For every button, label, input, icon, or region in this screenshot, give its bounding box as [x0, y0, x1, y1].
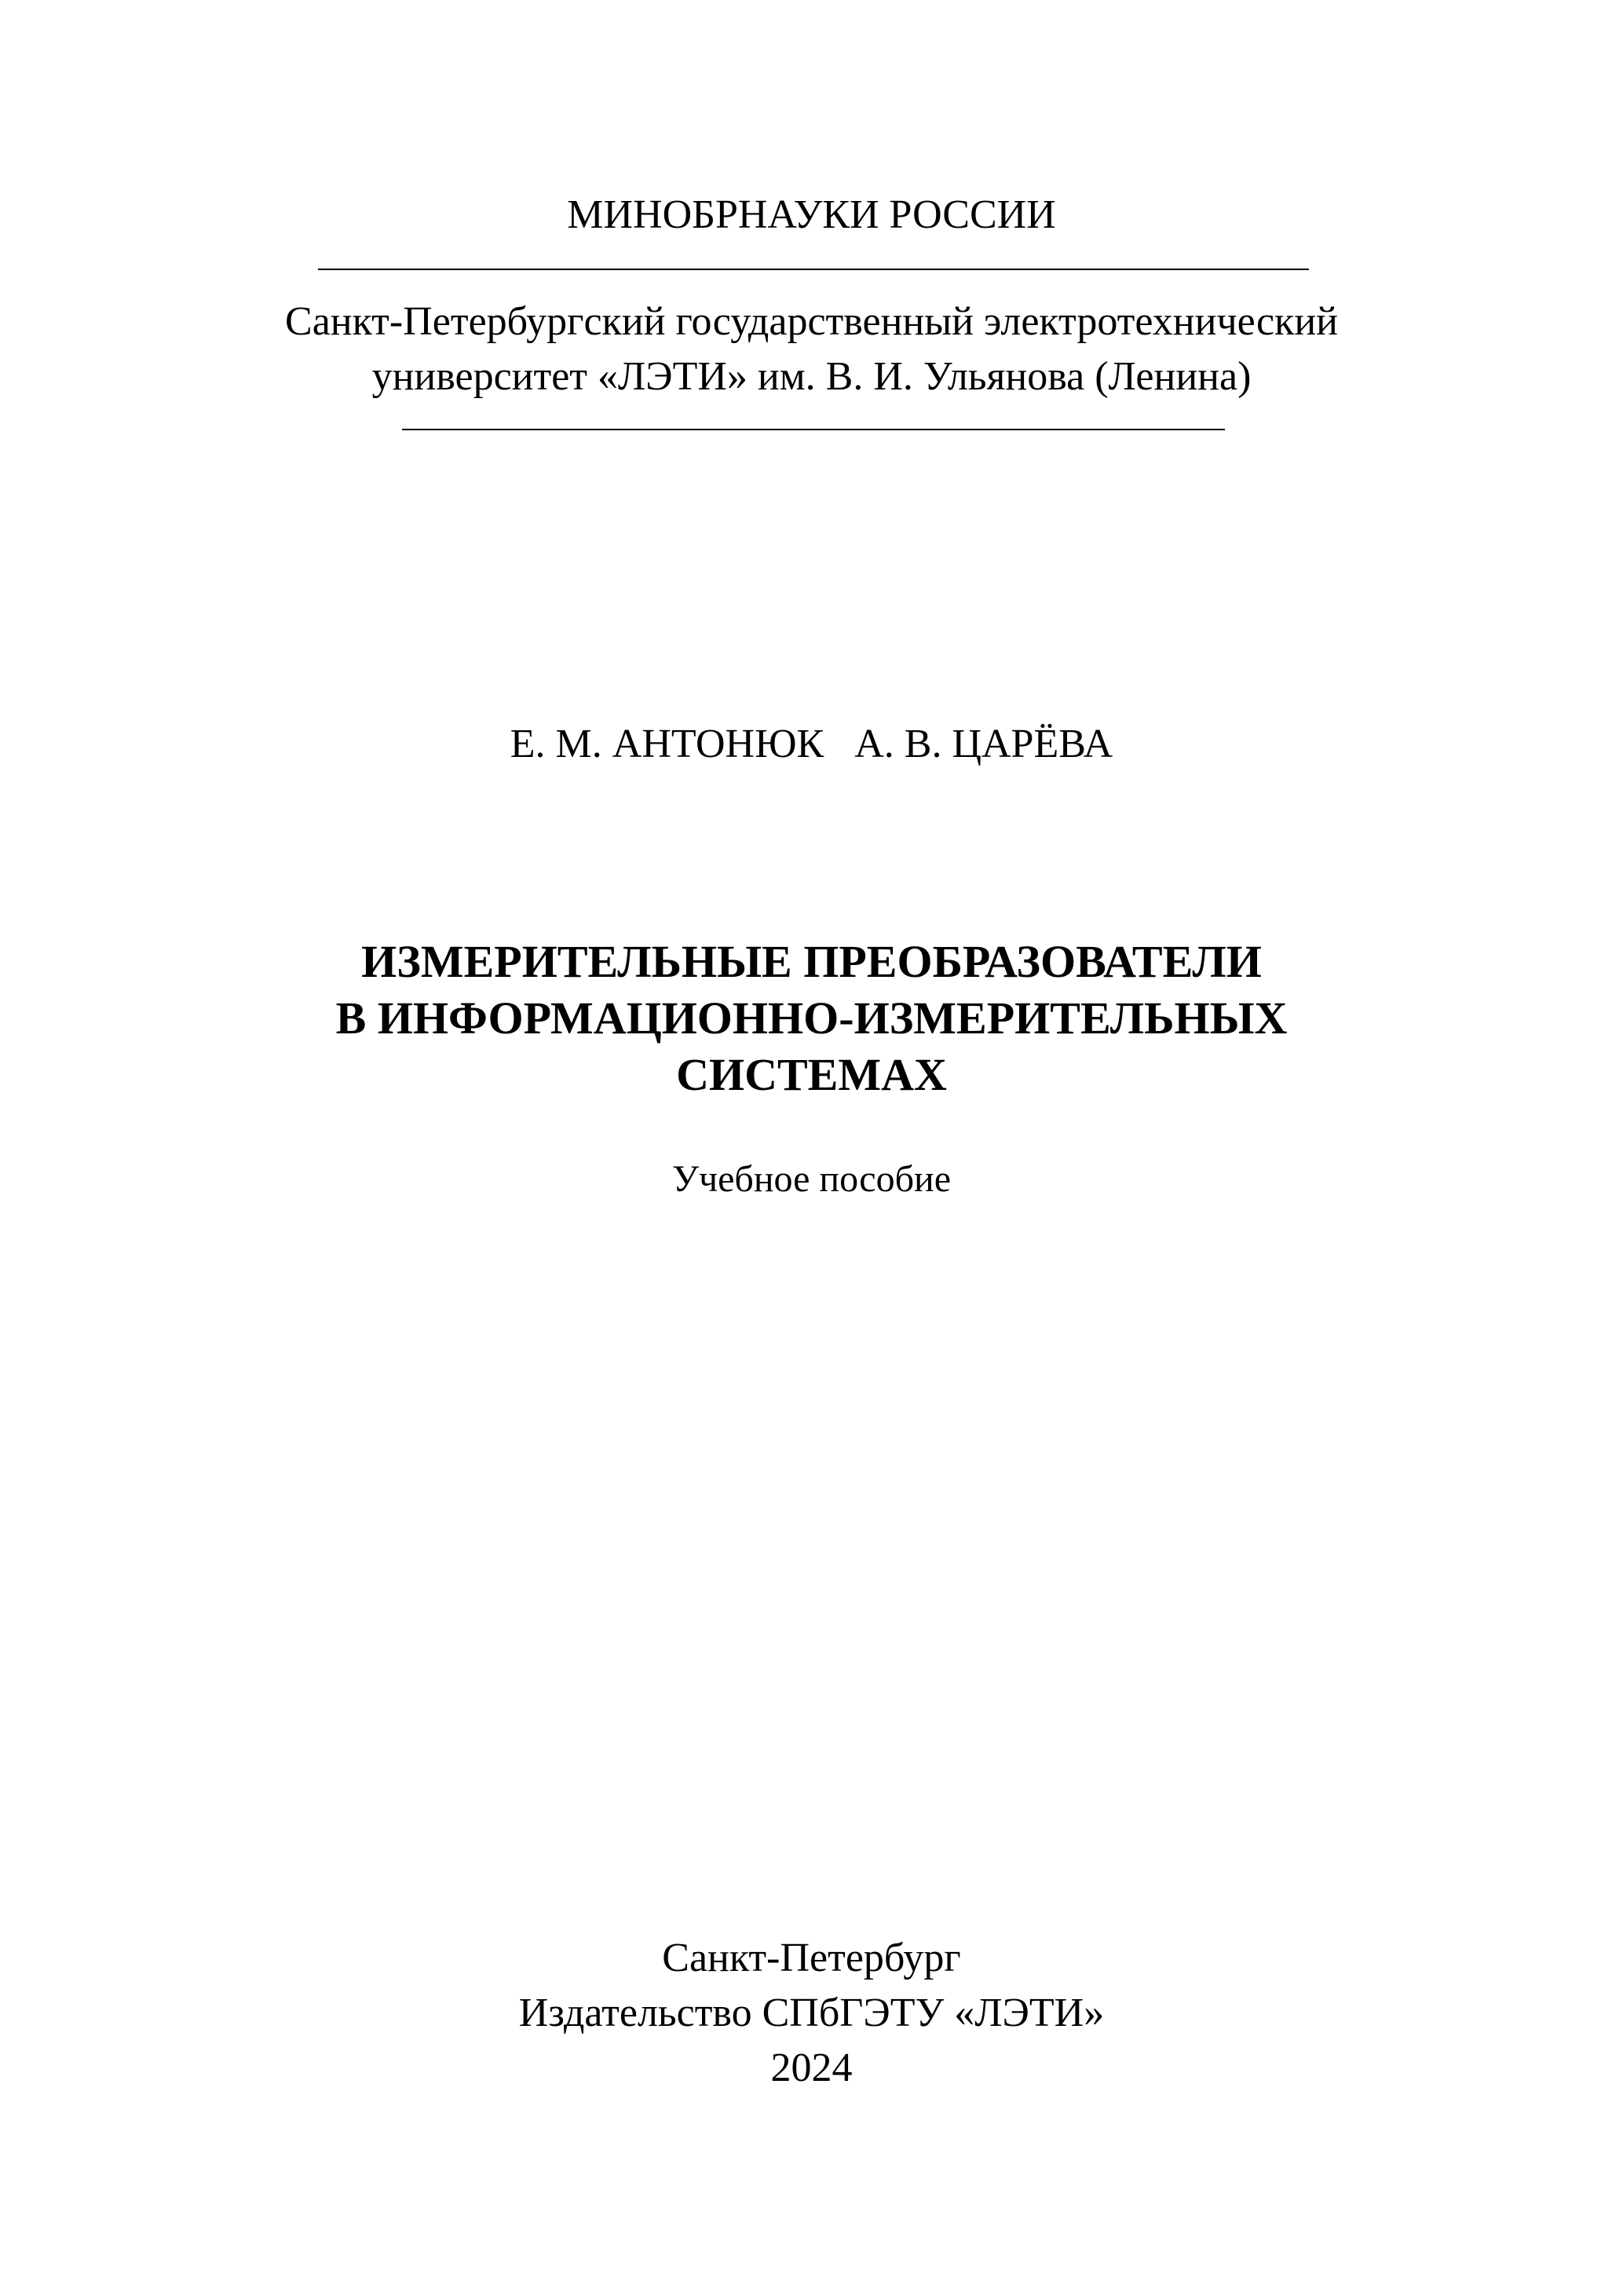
- book-title-line3: СИСТЕМАХ: [676, 1049, 947, 1100]
- university-name-line1: Санкт-Петербургский государственный электротехнический: [285, 299, 1338, 344]
- imprint-year: 2024: [770, 2046, 853, 2090]
- imprint-city: Санкт-Петербург: [662, 1936, 961, 1980]
- book-title-line1: ИЗМЕРИТЕЛЬНЫЕ ПРЕОБРАЗОВАТЕЛИ: [361, 936, 1262, 987]
- university-name-line2: университет «ЛЭТИ» им. В. И. Ульянова (Ленина): [371, 354, 1252, 399]
- header-rule-top: [318, 269, 1309, 270]
- imprint-publisher: Издательство СПбГЭТУ «ЛЭТИ»: [518, 1991, 1105, 2035]
- authors: Е. М. АНТОНЮК А. В. ЦАРЁВА: [510, 722, 1113, 766]
- header-rule-bottom: [402, 429, 1225, 430]
- ministry-name: МИНОБРНАУКИ РОССИИ: [567, 192, 1056, 237]
- book-subtitle: Учебное пособие: [671, 1158, 952, 1200]
- book-title-line2: В ИНФОРМАЦИОННО-ИЗМЕРИТЕЛЬНЫХ: [335, 993, 1288, 1044]
